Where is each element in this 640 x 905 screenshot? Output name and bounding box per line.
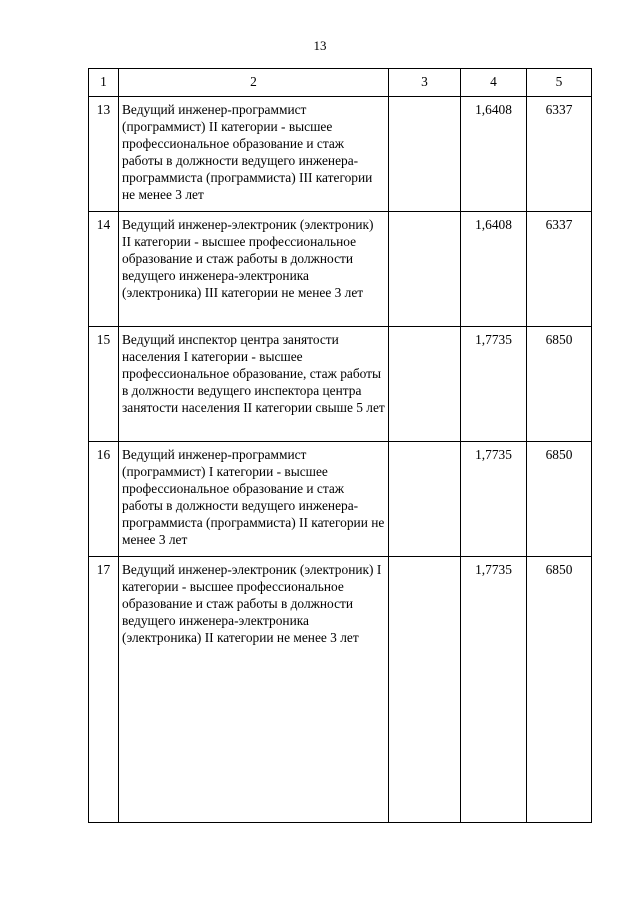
coefficient-cell: 1,6408 xyxy=(461,212,527,327)
table-row xyxy=(89,212,592,327)
position-description-cell: Ведущий инженер-программист (программист) I категории - высшее профессиональное образование и стаж работы в должности ведущего инженера-программиста (программиста) II категории не менее 3 лет xyxy=(119,442,389,557)
column-3-cell xyxy=(389,442,461,557)
salary-cell: 6850 xyxy=(527,557,592,823)
column-header-1: 1 xyxy=(89,69,119,97)
column-3-cell xyxy=(389,557,461,823)
row-number-cell: 16 xyxy=(89,442,119,557)
qualification-table xyxy=(88,68,592,823)
row-number-cell: 15 xyxy=(89,327,119,442)
position-description-cell: Ведущий инженер-программист (программист) II категории - высшее профессиональное образование и стаж работы в должности ведущего инженера-программиста (программиста) III категории не менее 3 лет xyxy=(119,97,389,212)
column-header-4: 4 xyxy=(461,69,527,97)
row-number-cell: 13 xyxy=(89,97,119,212)
header-row xyxy=(89,69,592,97)
table-row xyxy=(89,97,592,212)
table-row xyxy=(89,327,592,442)
column-header-3: 3 xyxy=(389,69,461,97)
column-header-5: 5 xyxy=(527,69,592,97)
column-3-cell xyxy=(389,327,461,442)
position-description-cell: Ведущий инженер-электроник (электроник) I категории - высшее профессиональное образование и стаж работы в должности ведущего инженера-электроника (электроника) II категории не менее 3 лет xyxy=(119,557,389,823)
coefficient-cell: 1,7735 xyxy=(461,327,527,442)
row-number-cell: 14 xyxy=(89,212,119,327)
page-number: 13 xyxy=(313,38,327,53)
table-row xyxy=(89,557,592,823)
salary-cell: 6337 xyxy=(527,97,592,212)
table-row xyxy=(89,442,592,557)
salary-cell: 6337 xyxy=(527,212,592,327)
column-3-cell xyxy=(389,212,461,327)
column-header-2: 2 xyxy=(119,69,389,97)
row-number-cell: 17 xyxy=(89,557,119,823)
column-3-cell xyxy=(389,97,461,212)
salary-cell: 6850 xyxy=(527,442,592,557)
position-description-cell: Ведущий инженер-электроник (электроник) II категории - высшее профессиональное образование и стаж работы в должности ведущего инженера-электроника (электроника) III категории не менее 3 лет xyxy=(119,212,389,327)
coefficient-cell: 1,7735 xyxy=(461,557,527,823)
coefficient-cell: 1,6408 xyxy=(461,97,527,212)
coefficient-cell: 1,7735 xyxy=(461,442,527,557)
position-description-cell: Ведущий инспектор центра занятости населения I категории - высшее профессиональное образование, стаж работы в должности ведущего инспектора центра занятости населения II категории свыше 5 лет xyxy=(119,327,389,442)
salary-cell: 6850 xyxy=(527,327,592,442)
